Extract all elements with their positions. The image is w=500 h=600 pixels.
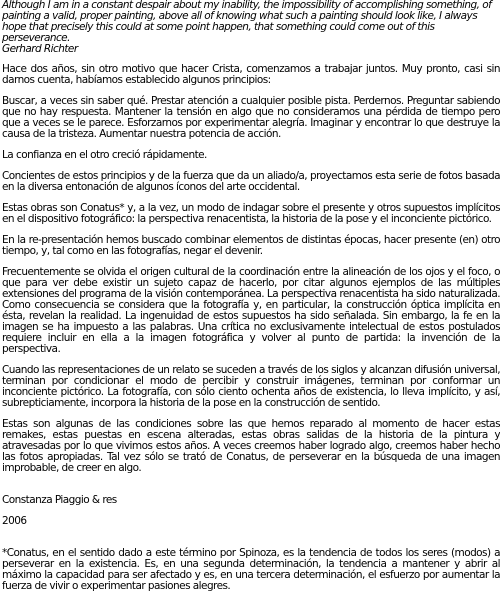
paragraph-confidence: La confianza en el otro creció rápidamente. [2,149,207,161]
paragraph-intro: Hace dos años, sin otro motivo que hacer Crista, comenzamos a trabajar juntos. Muy pronto, casi sin darnos cuenta, habíamos establecido algunos principios: [2,63,500,86]
paragraph-remakes: Estas son algunas de las condiciones sobre las que hemos reparado al momento de hacer estas remakes, estas puestas en escena alteradas, estas obras salidas de la historia de la pintura y atravesadas por lo que vivimos estos años. A veces creemos haber logrado algo, creemos haber hecho las fotos apropiadas. Tal vez sólo se trató de Conatus, de perseverar en la búsqueda de una imagen improbable, de creer en algo. [2,418,500,474]
footnote: *Conatus, en el sentido dado a este término por Spinoza, es la tendencia de todos los seres (modos) a perseverar en la existencia. Es, en una segunda determinación, la tendencia a mantener y abrir al máximo la capacidad para ser afectado y es, en una tercera determinación, el esfuerzo por aumentar la fuerza de vivir o experimentar pasiones alegres. [2,547,500,592]
signature: Constanza Piaggio & res [2,494,117,506]
paragraph-principles: Buscar, a veces sin saber qué. Prestar atención a cualquier posible pista. Perdernos. Preguntar sabiendo que no hay respuesta. Mantener la tensión en algo que no consideramos una pérdida de tiempo pero que a veces se le parece. Esforzarnos por experimentar alegría. Imaginar y encontrar lo que destruye la causa de la tristeza. Aumentar nuestra potencia de acción. [2,95,500,140]
paragraph-pictorial-unconscious: Cuando las representaciones de un relato se suceden a través de los siglos y alcanzan difusión universal, terminan por condicionar el modo de percibir y construir imágenes, terminan por conformar un inconciente pictórico. La fotografía, con sólo ciento ochenta años de existencia, lo lleva implícito, y así, subrepticiamente, incorpora la historia de la pose en la construcción de sentido. [2,364,500,409]
paragraph-conatus: Estas obras son Conatus* y, a la vez, un modo de indagar sobre el presente y otros supuestos implícitos en el dispositivo fotográfico: la perspectiva renacentista, la historia de la pose y el inconciente pictórico. [2,202,500,225]
paragraph-series: Concientes de estos principios y de la fuerza que da un aliado/a, proyectamos esta serie de fotos basada en la diversa entonación de algunos íconos del arte occidental. [2,170,500,193]
year: 2006 [2,515,27,527]
epigraph-author: Gerhard Richter [2,43,78,55]
epigraph [2,0,500,55]
epigraph-quote: Although I am in a constant despair about my inability, the impossibility of accomplishing something, of painting a valid, proper painting, above all of knowing what such a painting should look like, I always hope that precisely this could at some point happen, that something could come out of this perseverance. [2,0,492,44]
paragraph-perspective: Frecuentemente se olvida el origen cultural de la coordinación entre la alineación de los ojos y el foco, o que para ver debe existir un sujeto capaz de hacerlo, por citar algunos ejemplos de las múltiples extensiones del programa de la visión contemporánea. La perspectiva renacentista ha sido naturalizada. Como consecuencia se considera que la fotografía y, en particular, la construcción óptica implícita en ésta, revelan la realidad. La ingenuidad de estos supuestos ha sido señalada. Sin embargo, la fe en la imagen se ha impuesto a las palabras. Una crítica no exclusivamente intelectual de estos postulados requiere incluir en ella a la imagen fotográfica y volver al punto de partida: la invención de la perspectiva. [2,266,500,355]
paragraph-representation: En la re-presentación hemos buscado combinar elementos de distintas épocas, hacer presente (en) otro tiempo, y, tal como en las fotografías, negar el devenir. [2,234,500,257]
